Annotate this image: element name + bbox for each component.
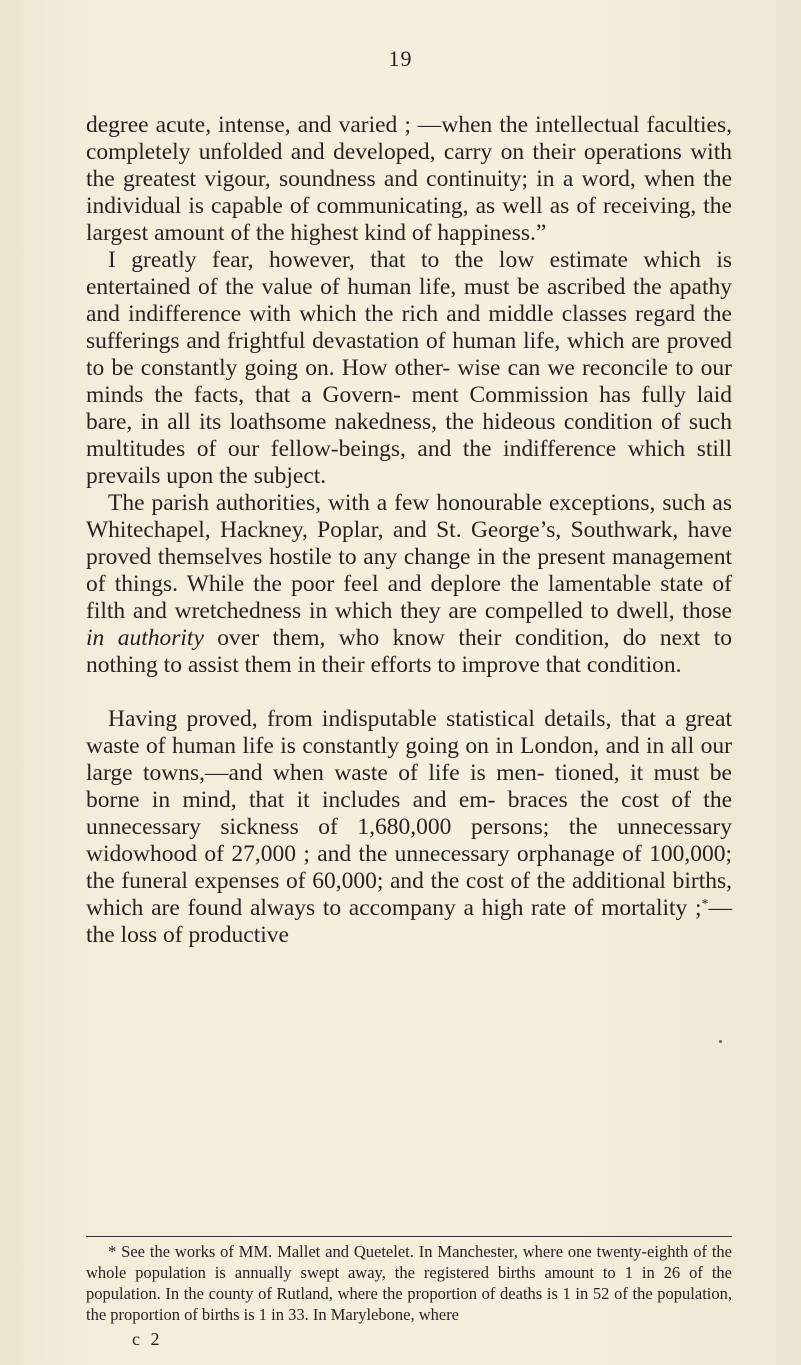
footnote: * See the works of MM. Mallet and Quetelet. In Manchester, where one twenty-eighth of the whole population is annually swept away, the registered births amount to 1 in 26 of the population. In the county of Rutland, where the proportion of deaths is 1 in 52 of the population, the proportion of births is 1 in 33. In Marylebone, where	[86, 1242, 732, 1324]
paragraph-4-text-after: —the loss of productive	[86, 895, 732, 948]
paragraph-4-text-before: Having proved, from indisputable statistical details, that a great waste of human life is constantly going on in London, and in all our large towns,—and when waste of life is men- tioned, it must be borne in mind, that it includes and em- braces the cost of the unnecessary sickness of 1,680,000 persons; the unnecessary widowhood of 27,000 ; and the unnecessary orphanage of 100,000; the funeral expenses of 60,000; and the cost of the additional births, which are found always to accompany a high rate of mortality ;	[86, 706, 732, 921]
paragraph-1-text: degree acute, intense, and varied ; —when the intellectual faculties, completely unfolded and developed, carry on their operations with the greatest vigour, soundness and continuity; in a word, when the individual is capable of communicating, as well as of receiving, the largest amount of the highest kind of happiness.”	[86, 112, 732, 246]
paragraph-2	[86, 247, 732, 490]
body-text	[86, 112, 732, 949]
paragraph-3-emphasis: in authority	[86, 625, 204, 651]
ink-speck	[719, 1040, 722, 1043]
paragraph-4	[86, 706, 732, 949]
signature-mark: c 2	[132, 1329, 163, 1349]
page-number: 19	[388, 46, 413, 71]
footnote-marker: *	[701, 897, 709, 912]
paragraph-1	[86, 112, 732, 247]
paragraph-3	[86, 490, 732, 679]
paragraph-2-text: I greatly fear, however, that to the low estimate which is entertained of the value of human life, must be ascribed the apathy and indifference with which the rich and middle classes regard the sufferings and frightful devastation of human life, which are proved to be constantly going on. How other- wise can we reconcile to our minds the facts, that a Govern- ment Commission has fully laid bare, in all its loathsome nakedness, the hideous condition of such multitudes of our fellow-beings, and the indifference which still prevails upon the subject.	[86, 247, 732, 489]
paragraph-3-text-after: over them, who know their condition, do next to nothing to assist them in their efforts to improve that condition.	[86, 625, 732, 678]
footnote-rule	[86, 1236, 732, 1237]
paragraph-3-text-before: The parish authorities, with a few honourable exceptions, such as Whitechapel, Hackney, Poplar, and St. George’s, Southwark, have proved themselves hostile to any change in the present management of things. While the poor feel and deplore the lamentable state of filth and wretchedness in which they are compelled to dwell, those	[86, 490, 732, 624]
